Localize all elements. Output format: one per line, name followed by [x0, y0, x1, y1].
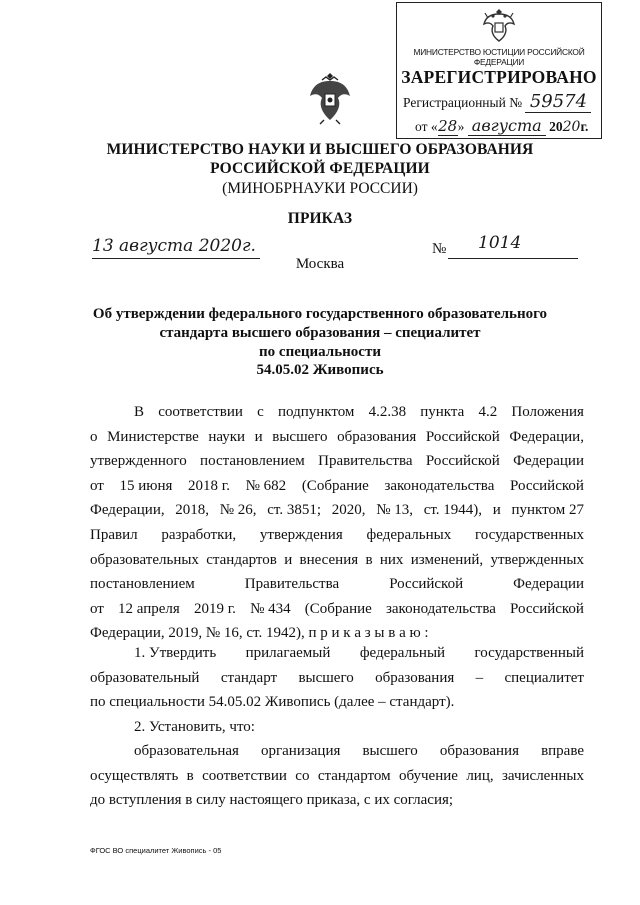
- word: 4.2: [478, 404, 498, 420]
- word: прилагаемый: [245, 645, 331, 661]
- word: утвержденных: [490, 551, 584, 568]
- word: 1. Утвердить: [134, 645, 217, 661]
- text-line: [90, 523, 584, 548]
- word: со: [295, 767, 310, 784]
- order-title-line3: по специальности: [259, 344, 381, 360]
- order-title-line1: Об утверждении федерального государственного образовательного: [92, 306, 548, 322]
- paragraph-right: [90, 739, 584, 813]
- word: Положения: [511, 404, 584, 420]
- stamp-reg-label: Регистрационный №: [403, 95, 523, 110]
- word: стандартов: [206, 551, 277, 568]
- word: № 682: [245, 477, 287, 494]
- word: Правил: [90, 526, 138, 543]
- word: законодательства: [385, 600, 496, 617]
- state-emblem-icon: [308, 70, 352, 126]
- text-line-last: по специальности 54.05.02 Живопись (далее – стандарт).: [90, 694, 455, 711]
- word: высшего: [298, 669, 354, 686]
- word: Российской: [425, 453, 500, 470]
- word: (Собрание: [304, 600, 372, 617]
- stamp-registration-number: [403, 91, 591, 113]
- word: подпунктом: [277, 404, 355, 420]
- stamp-date-year-prefix: 20: [549, 119, 563, 134]
- text-line-last: Федерации, 2019, № 16, ст. 1942), п р и к а з ы в а ю :: [90, 625, 429, 642]
- word: специалитет: [504, 669, 584, 686]
- stamp-organization: МИНИСТЕРСТВО ЮСТИЦИИ РОССИЙСКОЙ ФЕДЕРАЦИИ: [413, 47, 585, 67]
- word: высшего: [272, 428, 328, 445]
- word: № 26,: [219, 502, 257, 519]
- word: от: [90, 600, 104, 617]
- stamp-date-day: 28: [438, 117, 458, 135]
- paragraph-basis: [90, 400, 584, 646]
- coat-of-arms-icon: [482, 6, 516, 44]
- order-date-handwritten: 13 августа 2020г.: [92, 236, 256, 256]
- word: с: [257, 404, 264, 420]
- word: –: [475, 669, 484, 686]
- word: осуществлять: [90, 767, 179, 784]
- word: и: [254, 428, 263, 445]
- word: 2020,: [331, 502, 366, 519]
- text-line: [90, 425, 584, 450]
- word: утвержденного: [90, 453, 187, 470]
- word: 15 июня: [119, 477, 173, 494]
- word: Федерации: [513, 453, 584, 470]
- word: Министерстве: [107, 428, 199, 445]
- word: образования: [337, 428, 417, 445]
- word: образовательный: [90, 669, 200, 686]
- word: ст. 3851;: [267, 502, 322, 519]
- word: 2019 г.: [193, 600, 236, 617]
- text-line-last: до вступления в силу настоящего приказа, с их согласия;: [90, 792, 454, 809]
- registration-stamp: [396, 2, 602, 139]
- word: законодательства: [384, 477, 495, 494]
- text-line: [90, 400, 584, 425]
- word: вправе: [541, 743, 584, 759]
- stamp-date-month: августа: [468, 116, 546, 136]
- ministry-name-line2: РОССИЙСКОЙ ФЕДЕРАЦИИ: [210, 160, 430, 177]
- text-line: [90, 666, 584, 691]
- word: постановлением: [200, 453, 305, 470]
- stamp-registered-label: ЗАРЕГИСТРИРОВАНО: [401, 67, 597, 87]
- word: В: [134, 404, 145, 420]
- paragraph-establish: 2. Установить, что:: [134, 719, 255, 735]
- text-line: [90, 764, 584, 789]
- text-line: [90, 641, 584, 666]
- order-title-line4: 54.05.02 Живопись: [256, 362, 384, 378]
- word: государственных: [474, 526, 584, 543]
- word: ст. 1944),: [423, 502, 483, 519]
- word: организация: [260, 743, 341, 759]
- word: образования: [375, 669, 455, 686]
- word: 12 апреля: [118, 600, 180, 617]
- word: образовательная: [134, 743, 239, 759]
- word: и: [284, 551, 293, 568]
- word: лиц,: [466, 767, 494, 784]
- word: Правительства: [244, 576, 340, 593]
- text-line: [90, 498, 584, 523]
- word: Федерации,: [90, 502, 165, 519]
- word: образования: [439, 743, 519, 759]
- word: высшего: [362, 743, 418, 759]
- word: и: [492, 502, 501, 519]
- word: (Собрание: [301, 477, 369, 494]
- word: изменений,: [410, 551, 484, 568]
- word: них: [379, 551, 404, 568]
- word: Российской: [389, 576, 464, 593]
- word: Федерации,: [509, 428, 584, 445]
- text-line: [90, 572, 584, 597]
- word: Федерации: [513, 576, 584, 593]
- word: зачисленных: [501, 767, 584, 784]
- word: пунктом 27: [511, 502, 584, 519]
- stamp-date-prefix: от: [415, 119, 428, 134]
- word: № 13,: [376, 502, 413, 519]
- text-line: [90, 474, 584, 499]
- text-line: [90, 739, 584, 764]
- word: 4.2.38: [368, 404, 407, 420]
- document-type: ПРИКАЗ: [287, 210, 353, 227]
- word: Российской: [425, 428, 500, 445]
- word: соответствии: [158, 404, 243, 420]
- ministry-short-name: (МИНОБРНАУКИ РОССИИ): [222, 180, 418, 197]
- word: 2018,: [175, 502, 210, 519]
- word: науки: [208, 428, 246, 445]
- word: в: [186, 767, 194, 784]
- order-number-handwritten: 1014: [478, 233, 522, 253]
- word: о: [90, 428, 98, 445]
- word: Правительства: [318, 453, 413, 470]
- text-line: [90, 597, 584, 622]
- word: пункта: [420, 404, 465, 420]
- text-line: [90, 449, 584, 474]
- text-line: [90, 548, 584, 573]
- word: внесения: [299, 551, 359, 568]
- word: постановлением: [90, 576, 195, 593]
- order-title-line2: стандарта высшего образования – специалитет: [159, 325, 481, 341]
- word: стандарт: [220, 669, 278, 686]
- word: федеральных: [366, 526, 452, 543]
- paragraph-approve: [90, 641, 584, 715]
- word: Российской: [509, 477, 584, 494]
- word: обучение: [398, 767, 458, 784]
- word: от: [90, 477, 104, 494]
- word: разработки,: [161, 526, 237, 543]
- word: в: [365, 551, 373, 568]
- order-number-label: №: [432, 241, 447, 257]
- word: № 434: [250, 600, 291, 617]
- word: 2018 г.: [188, 477, 230, 494]
- stamp-date-suffix: г.: [580, 119, 589, 134]
- word: соответствии: [202, 767, 287, 784]
- stamp-reg-number-handwritten: 59574: [525, 91, 591, 113]
- word: государственный: [474, 645, 584, 661]
- word: образовательных: [90, 551, 199, 568]
- footer-text: ФГОС ВО специалитет Живопись - 05: [90, 846, 222, 855]
- word: утверждения: [259, 526, 343, 543]
- ministry-name-line1: МИНИСТЕРСТВО НАУКИ И ВЫСШЕГО ОБРАЗОВАНИЯ: [106, 141, 534, 158]
- word: стандартом: [317, 767, 391, 784]
- order-city: Москва: [295, 256, 345, 272]
- word: Российской: [510, 600, 584, 617]
- word: федеральный: [359, 645, 446, 661]
- stamp-date: от «28» августа 2020г.: [415, 116, 589, 135]
- stamp-date-year-hand: 20: [562, 119, 581, 135]
